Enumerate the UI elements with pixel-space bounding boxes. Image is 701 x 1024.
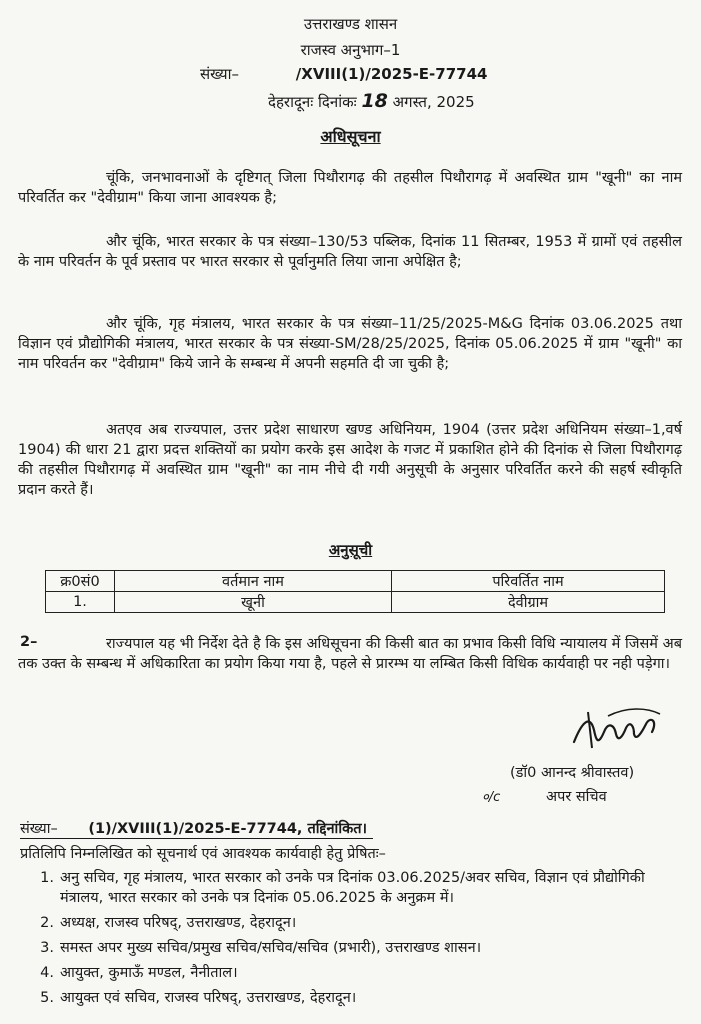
paragraph-3: और चूंकि, गृह मंत्रालय, भारत सरकार के पत्र संख्या–11/25/2025-M&G दिनांक 03.06.2025 तथा विज्ञान एवं प्रौद्योगिकी मंत्रालय, भारत सरकार के पत्र संख्या-SM/28/25/2025, दिनांक 05.06.2025 में ग्राम "खूनी" का नाम परिवर्तन कर "देवीग्राम" किये जाने के सम्बन्ध में अपनी सहमति दी जा चुकी है; <box>18 316 682 372</box>
signatory-oc: ०/c <box>482 790 501 805</box>
paragraph-2: और चूंकि, भारत सरकार के पत्र संख्या–130/53 पब्लिक, दिनांक 11 सितम्बर, 1953 में ग्रामों एवं तहसील के नाम परिवर्तन के पूर्व प्रस्ताव पर भारत सरकार से पूर्वानुमति लिया जाना अपेक्षित है; <box>18 234 682 270</box>
signatory-name: (डॉ0 आनन्द श्रीवास्तव) <box>510 765 635 781</box>
date-label: देहरादूनः दिनांकः <box>268 93 357 111</box>
date-month-year: अगस्त, 2025 <box>392 93 475 111</box>
reference-value: /XVIII(1)/2025-E-77744 <box>295 65 488 83</box>
row-serial: 1. <box>46 592 115 613</box>
table-row <box>46 592 665 613</box>
notification-title: अधिसूचना <box>320 127 381 146</box>
header-changed-name: परिवर्तित नाम <box>392 571 665 592</box>
government-name: उत्तराखण्ड शासन <box>303 15 398 33</box>
copy-recipients <box>26 868 672 1008</box>
signatory-designation: अपर सचिव <box>546 789 607 805</box>
list-item <box>26 913 672 933</box>
copy-reference-label: संख्या– <box>20 821 58 837</box>
clause-2-text: राज्यपाल यह भी निर्देश देते है कि इस अधिसूचना की किसी बात का प्रभाव किसी विधि न्यायालय में जिसमें अब तक उक्त के सम्बन्ध में अधिकारिता का प्रयोग किया गया है, पहले से प्रारम्भ या लम्बित किसी विधिक कार्यवाही पर नही पड़ेगा। <box>18 636 682 672</box>
item-number: 4. <box>40 965 54 981</box>
issue-date <box>268 90 475 112</box>
copy-reference-value: (1)/XVIII(1)/2025-E-77744, तद्दिनांकित। <box>88 821 367 837</box>
schedule-title: अनुसूची <box>328 541 373 559</box>
recipient-list <box>26 868 672 1008</box>
item-number: 3. <box>40 940 54 956</box>
schedule-table <box>45 570 665 613</box>
list-item <box>26 988 672 1008</box>
paragraph-4: अतएव अब राज्यपाल, उत्तर प्रदेश साधारण खण्ड अधिनियम, 1904 (उत्तर प्रदेश अधिनियम संख्या–1,वर्ष 1904) की धारा 21 द्वारा प्रदत्त शक्तियों का प्रयोग करके इस आदेश के गजट में प्रकाशित होने की दिनांक से जिला पिथौरागढ़ की तहसील पिथौरागढ़ में अवस्थित ग्राम "खूनी" का नाम नीचे दी गयी अनुसूची के अनुसार परिवर्तित करने की सहर्ष स्वीकृति प्रदान करते हैं। <box>18 422 682 498</box>
paragraph-1: चूंकि, जनभावनाओं के दृष्टिगत् जिला पिथौरागढ़ की तहसील पिथौरागढ़ में अवस्थित ग्राम "खूनी" का नाम परिवर्तित कर "देवीग्राम" किया जाना आवश्यक है; <box>18 170 682 206</box>
signature-drawing <box>568 702 668 758</box>
list-item <box>26 868 672 908</box>
list-item <box>26 938 672 958</box>
department-name: राजस्व अनुभाग–1 <box>300 41 401 59</box>
header-serial: क्र0सं0 <box>46 571 115 592</box>
item-text: आयुक्त, कुमाऊँ मण्डल, नैनीताल। <box>60 965 238 981</box>
row-current-name: खूनी <box>115 592 392 613</box>
reference-number <box>200 64 487 84</box>
list-item <box>26 963 672 983</box>
item-text: समस्त अपर मुख्य सचिव/प्रमुख सचिव/सचिव/सचिव (प्रभारी), उत्तराखण्ड शासन। <box>60 940 482 956</box>
copy-reference <box>20 818 373 839</box>
reference-label: संख्या– <box>200 65 240 83</box>
item-number: 2. <box>40 915 54 931</box>
item-number: 5. <box>40 990 54 1006</box>
signature <box>568 702 668 758</box>
item-number: 1. <box>40 870 54 886</box>
item-text: अनु सचिव, गृह मंत्रालय, भारत सरकार को उनके पत्र दिनांक 03.06.2025/अवर सचिव, विज्ञान एवं प्रौद्योगिकी मंत्रालय, भारत सरकार को उनके पत्र दिनांक 05.06.2025 के अनुक्रम में। <box>60 870 645 906</box>
date-day: 18 <box>361 90 388 112</box>
header-current-name: वर्तमान नाम <box>115 571 392 592</box>
clause-2-number: 2– <box>20 634 38 650</box>
copy-intro: प्रतिलिपि निम्नलिखित को सूचनार्थ एवं आवश्यक कार्यवाही हेतु प्रेषितः– <box>20 846 386 862</box>
schedule-header-row <box>46 571 665 592</box>
item-text: अध्यक्ष, राजस्व परिषद्, उत्तराखण्ड, देहरादून। <box>60 915 297 931</box>
item-text: आयुक्त एवं सचिव, राजस्व परिषद्, उत्तराखण्ड, देहरादून। <box>60 990 357 1006</box>
row-changed-name: देवीग्राम <box>392 592 665 613</box>
